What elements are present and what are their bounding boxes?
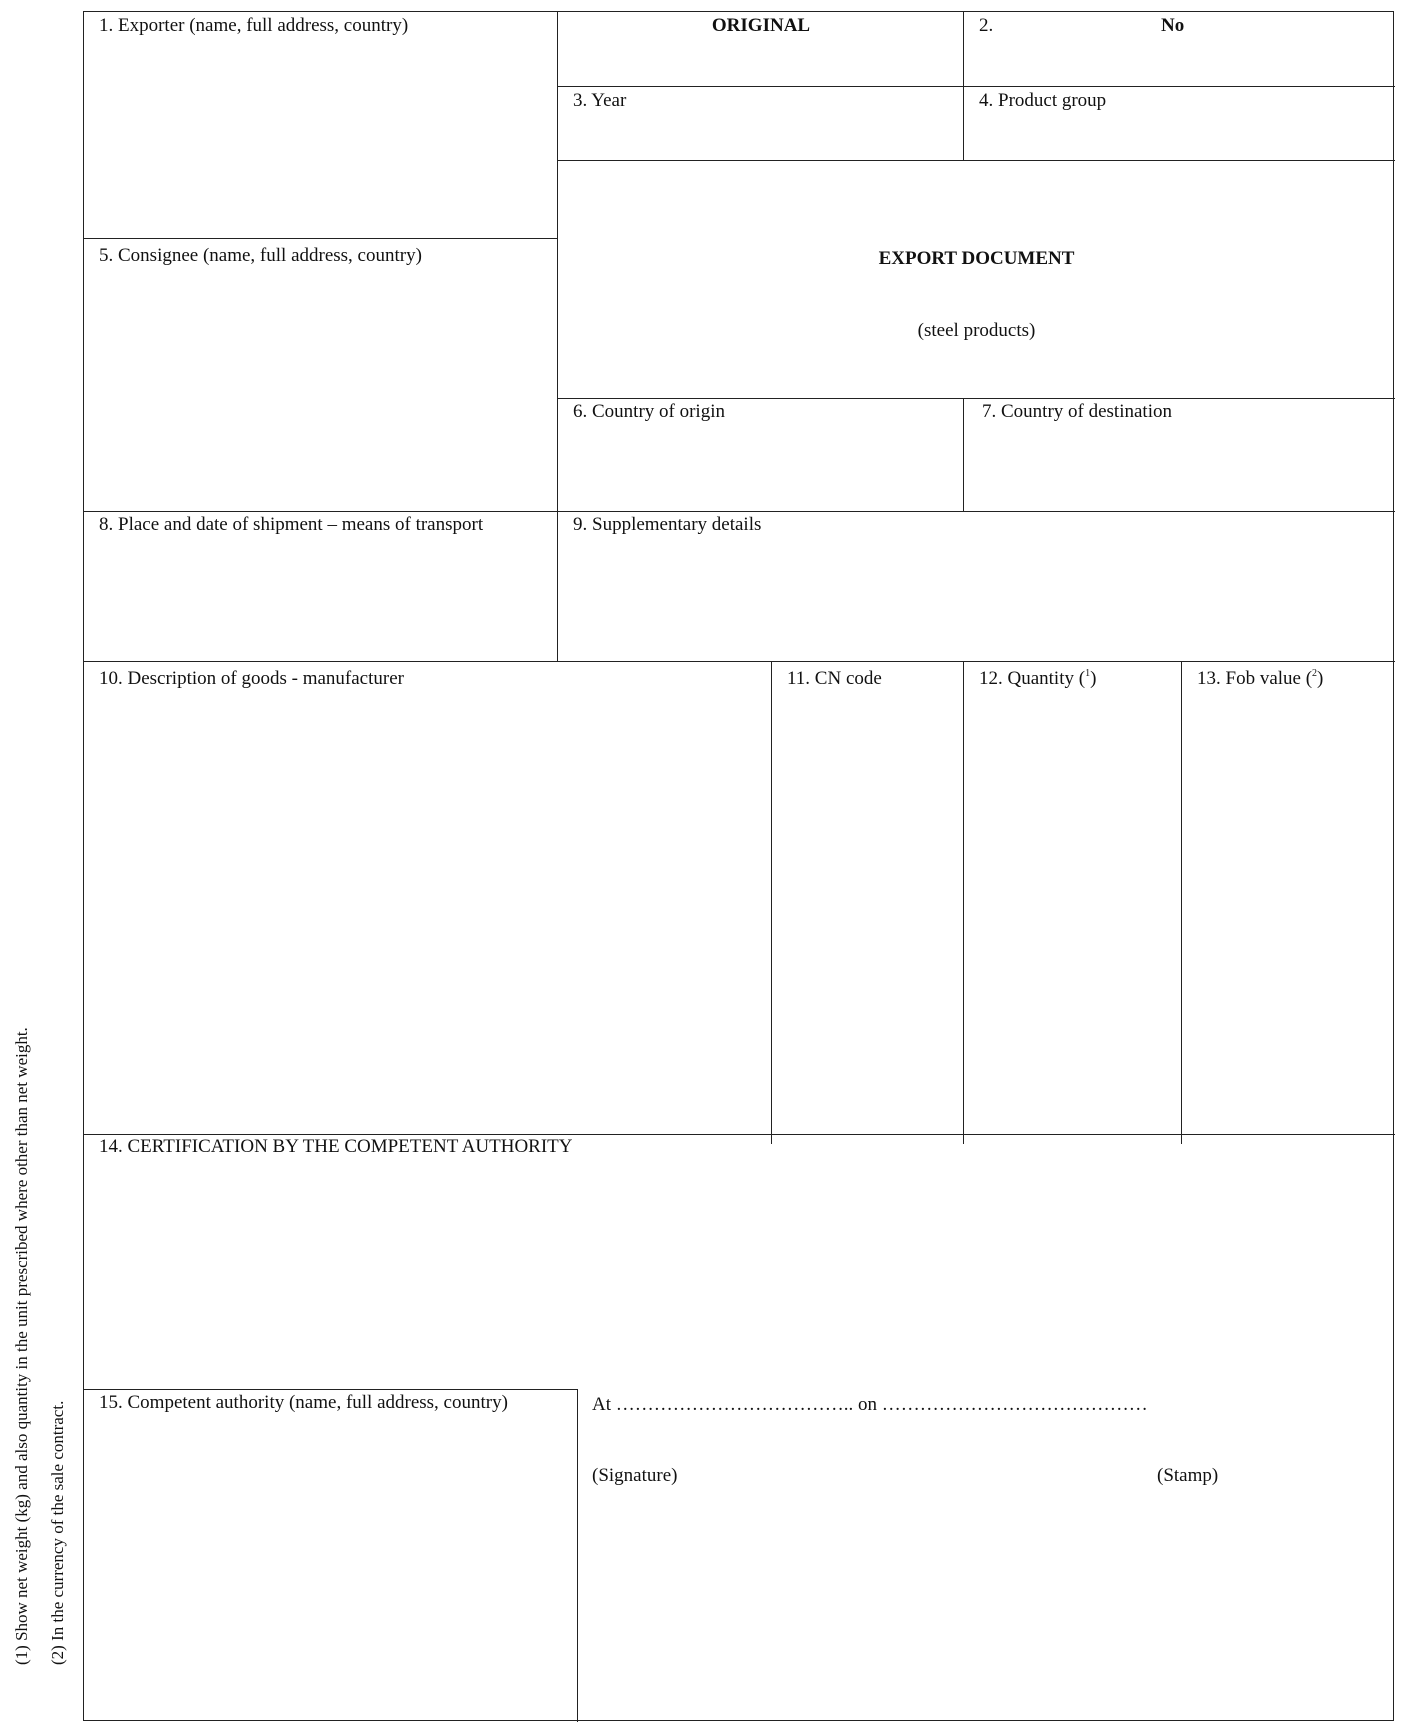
document-number-label: No (1161, 15, 1185, 36)
consignee-label: 5. Consignee (name, full address, country) (99, 245, 422, 266)
footnote-1: (1) Show net weight (kg) and also quantity in the unit prescribed where other than net weight. (12, 1027, 31, 1665)
cn-code-label: 11. CN code (787, 668, 882, 689)
country-of-destination-label: 7. Country of destination (982, 401, 1172, 422)
export-document-form (83, 11, 1394, 1721)
description-of-goods-label: 10. Description of goods - manufacturer (99, 668, 404, 689)
fob-value-label: 13. Fob value ($^2$) (1197, 668, 1324, 689)
document-title: EXPORT DOCUMENT (878, 248, 1075, 269)
exporter-label: 1. Exporter (name, full address, country) (99, 15, 409, 36)
box2-label: 2. (979, 15, 994, 36)
original-label: ORIGINAL (711, 15, 811, 36)
document-subtitle: (steel products) (917, 320, 1036, 341)
product-group-label: 4. Product group (979, 90, 1107, 111)
year-label: 3. Year (573, 90, 627, 111)
footnote-2: (2) In the currency of the sale contract. (48, 1400, 67, 1665)
certification-label: 14. CERTIFICATION BY THE COMPETENT AUTHORITY (99, 1136, 573, 1157)
supplementary-details-label: 9. Supplementary details (573, 514, 762, 535)
stamp-label: (Stamp) (1157, 1465, 1219, 1486)
place-date-line: At ……………………………….. on …………………………………… (592, 1394, 1148, 1415)
shipment-label: 8. Place and date of shipment – means of transport (99, 514, 484, 535)
country-of-origin-label: 6. Country of origin (573, 401, 725, 422)
competent-authority-label: 15. Competent authority (name, full address, country) (99, 1392, 508, 1413)
signature-label: (Signature) (592, 1465, 678, 1486)
quantity-label: 12. Quantity ($^1$) (979, 668, 1097, 689)
